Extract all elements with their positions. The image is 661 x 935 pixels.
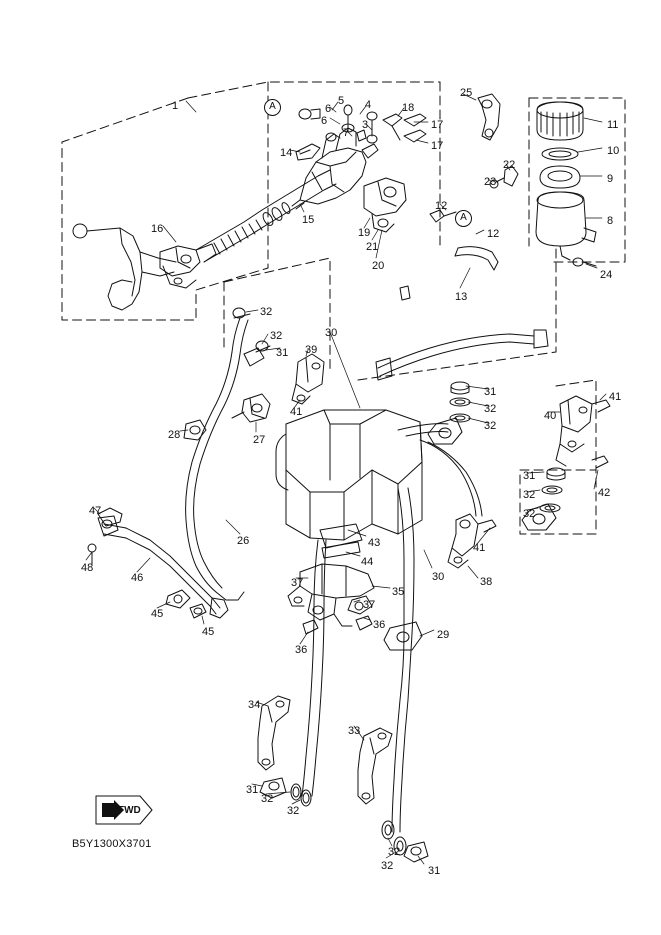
callout-number: 3 (362, 119, 369, 131)
callout-number: 39 (305, 344, 318, 356)
callout-number: 32 (261, 793, 274, 805)
callout-number: 36 (295, 644, 308, 656)
callout-number: 43 (368, 537, 381, 549)
callout-number: 16 (151, 223, 164, 235)
callout-number: 32 (388, 846, 401, 858)
callout-number: 35 (392, 586, 405, 598)
callout-number: 4 (365, 99, 372, 111)
callout-number: 8 (607, 215, 614, 227)
callout-number: 20 (372, 260, 385, 272)
callout-number: 37 (291, 577, 304, 589)
ref-letter-a-2: A (455, 210, 472, 227)
callout-number: 6 (321, 115, 328, 127)
ref-letter-a-1: A (264, 99, 281, 116)
fwd-direction-label: FWD (118, 805, 141, 816)
callout-number: 41 (290, 406, 303, 418)
callout-number: 5 (338, 95, 345, 107)
callout-number: 32 (523, 489, 536, 501)
callout-number: 27 (253, 434, 266, 446)
callout-number: 32 (523, 508, 536, 520)
callout-number: 44 (361, 556, 374, 568)
callout-number: 38 (480, 576, 493, 588)
callout-number: 31 (276, 347, 289, 359)
callout-number: 36 (373, 619, 386, 631)
callout-number: 24 (600, 269, 613, 281)
callout-number: 46 (131, 572, 144, 584)
callout-number: 29 (437, 629, 450, 641)
callout-number: 12 (487, 228, 500, 240)
callout-number: 32 (260, 306, 273, 318)
callout-number: 1 (172, 100, 179, 112)
part-code-label: B5Y1300X3701 (72, 838, 152, 850)
callout-number: 32 (484, 403, 497, 415)
callout-number: 17 (431, 119, 444, 131)
callout-number: 31 (484, 386, 497, 398)
callout-number: 28 (168, 429, 181, 441)
callout-number: 45 (202, 626, 215, 638)
callout-number: 9 (607, 173, 614, 185)
callout-number: 10 (607, 145, 620, 157)
callout-number: 7 (343, 127, 350, 139)
callout-number: 18 (402, 102, 415, 114)
callout-number: 32 (287, 805, 300, 817)
callout-number: 30 (432, 571, 445, 583)
callout-number: 19 (358, 227, 371, 239)
callout-number: 15 (302, 214, 315, 226)
callout-number: 32 (381, 860, 394, 872)
callout-number: 26 (237, 535, 250, 547)
callout-number: 25 (460, 87, 473, 99)
callout-number: 47 (89, 505, 102, 517)
callout-number: 40 (544, 410, 557, 422)
callout-number: 6 (325, 103, 332, 115)
callout-number: 31 (246, 784, 259, 796)
callout-number: 45 (151, 608, 164, 620)
callout-number: 17 (431, 140, 444, 152)
callout-number: 32 (270, 330, 283, 342)
callout-number: 31 (523, 470, 536, 482)
callout-number: 13 (455, 291, 468, 303)
callout-number: 31 (428, 865, 441, 877)
callout-number: 22 (503, 159, 516, 171)
callout-number: 37 (363, 599, 376, 611)
callout-number: 14 (280, 147, 293, 159)
callout-number: 23 (484, 176, 497, 188)
callout-number: 33 (348, 725, 361, 737)
callout-number: 30 (325, 327, 338, 339)
callout-number: 41 (473, 542, 486, 554)
callout-number: 42 (598, 487, 611, 499)
callout-number: 34 (248, 699, 261, 711)
callout-number: 32 (484, 420, 497, 432)
callout-number: 48 (81, 562, 94, 574)
callout-number: 11 (607, 119, 619, 131)
callout-number: 12 (435, 200, 448, 212)
callout-number: 21 (366, 241, 379, 253)
callout-number: 41 (609, 391, 622, 403)
